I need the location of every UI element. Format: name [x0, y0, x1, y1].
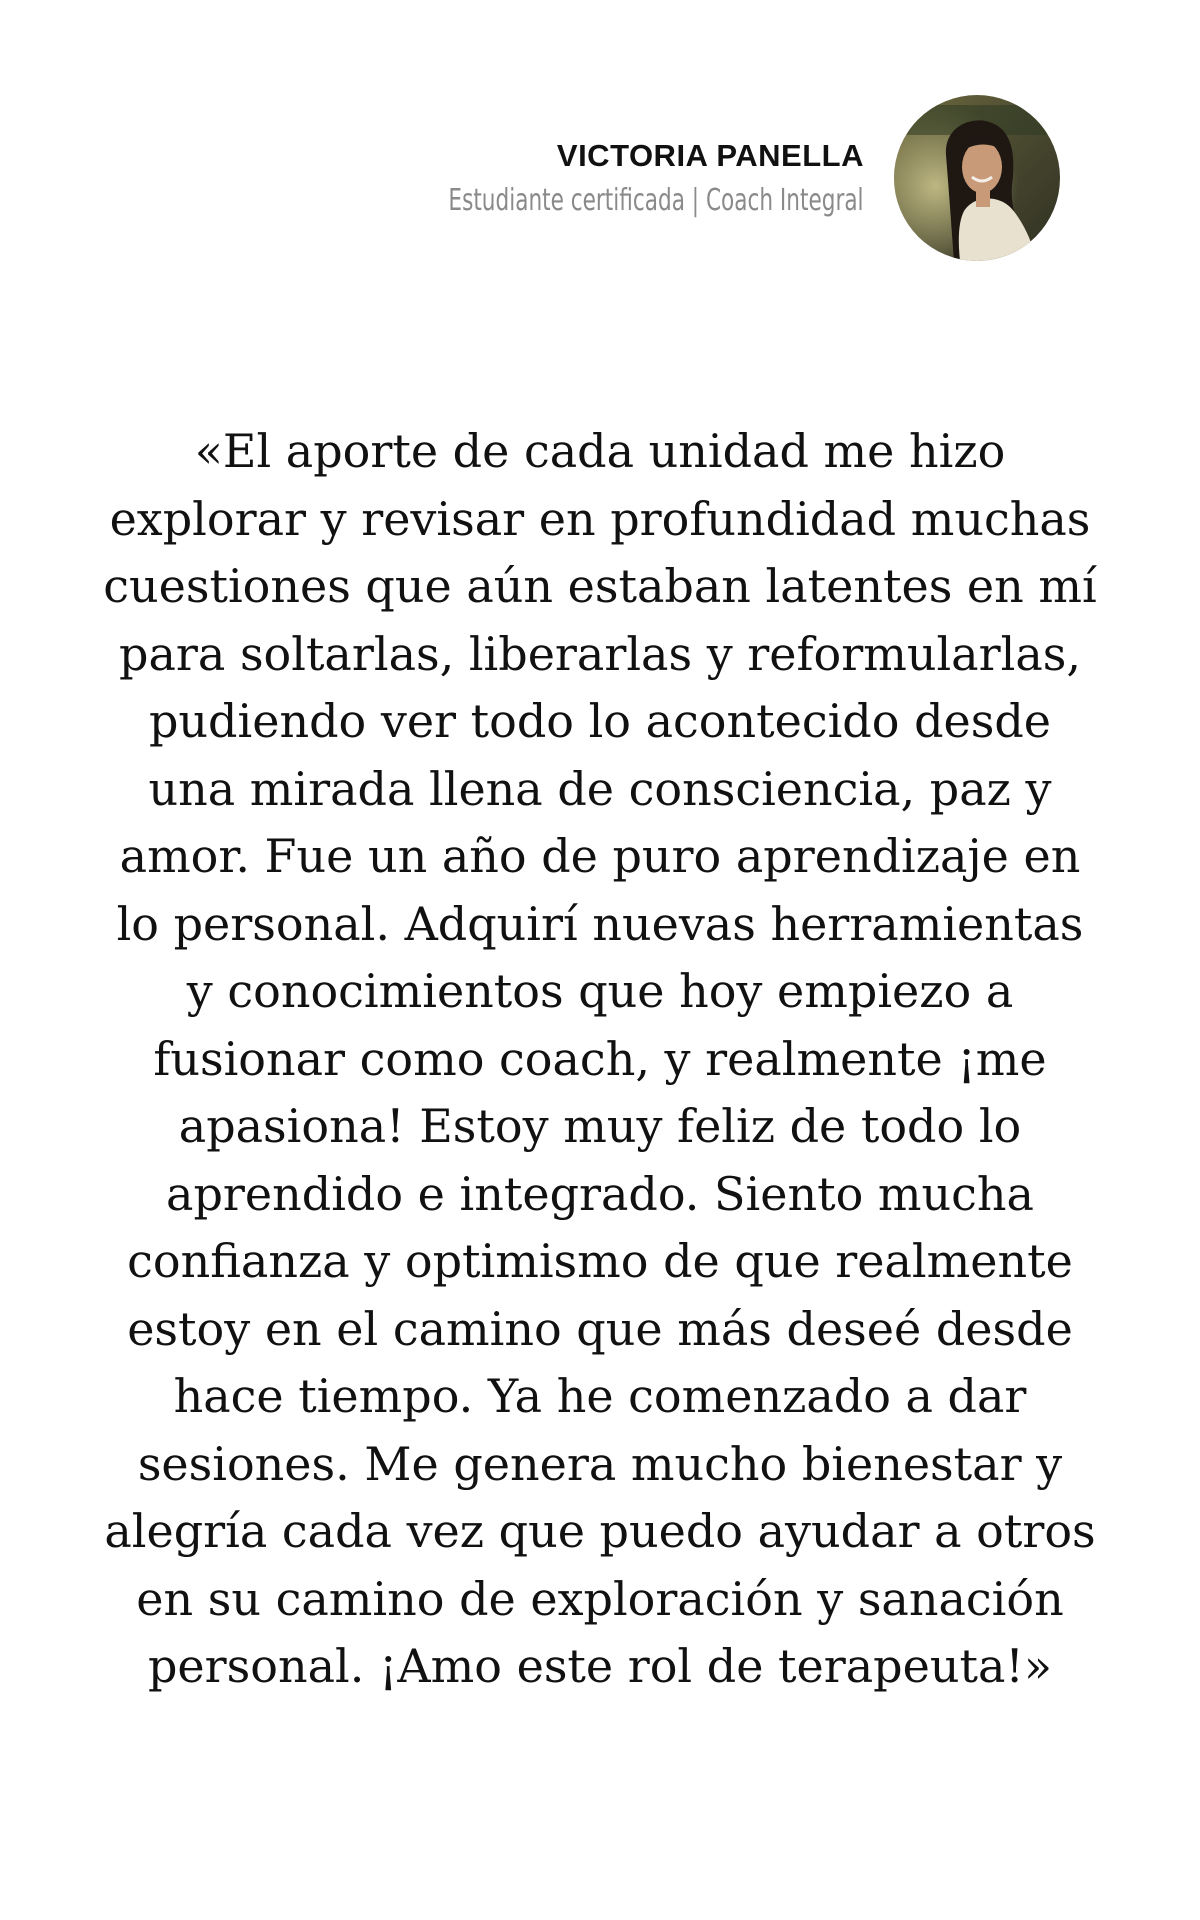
quote-line: fusionar como coach, y realmente ¡me: [153, 1031, 1047, 1086]
quote-line: alegría cada vez que puedo ayudar a otros: [104, 1504, 1096, 1558]
author-role: Estudiante certificada | Coach Integral: [448, 182, 864, 218]
quote-line: amor. Fue un año de puro aprendizaje en: [119, 829, 1081, 883]
quote-line: aprendido e integrado. Siento mucha: [166, 1166, 1034, 1221]
quote-line: para soltarlas, liberarlas y reformularlas,: [119, 626, 1081, 681]
author-name: VICTORIA PANELLA: [556, 138, 864, 174]
quote-line: confianza y optimismo de que realmente: [127, 1234, 1073, 1288]
quote-line: estoy en el camino que más deseé desde: [127, 1301, 1073, 1356]
quote-line: personal. ¡Amo este rol de terapeuta!»: [147, 1639, 1053, 1693]
quote-line: en su camino de exploración y sanación: [136, 1571, 1064, 1626]
quote-line: lo personal. Adquirí nuevas herramientas: [116, 896, 1084, 951]
author-info: [287, 137, 864, 218]
quote-line: «El aporte de cada unidad me hizo: [194, 424, 1006, 478]
quote-line: sesiones. Me genera mucho bienestar y: [137, 1436, 1063, 1491]
quote-line: cuestiones que aún estaban latentes en mí: [103, 559, 1097, 613]
quote-line: hace tiempo. Ya he comenzado a dar: [173, 1369, 1027, 1423]
quote-line: apasiona! Estoy muy feliz de todo lo: [178, 1099, 1022, 1153]
author-header: [287, 95, 1060, 261]
quote-line: una mirada llena de consciencia, paz y: [148, 761, 1052, 816]
testimonial-quote: [95, 418, 1105, 1701]
quote-line: y conocimientos que hoy empiezo a: [186, 964, 1014, 1018]
quote-line: explorar y revisar en profundidad muchas: [109, 491, 1091, 546]
avatar: [894, 95, 1060, 261]
avatar-photo-icon: [894, 95, 1060, 261]
quote-line: pudiendo ver todo lo acontecido desde: [148, 694, 1052, 748]
